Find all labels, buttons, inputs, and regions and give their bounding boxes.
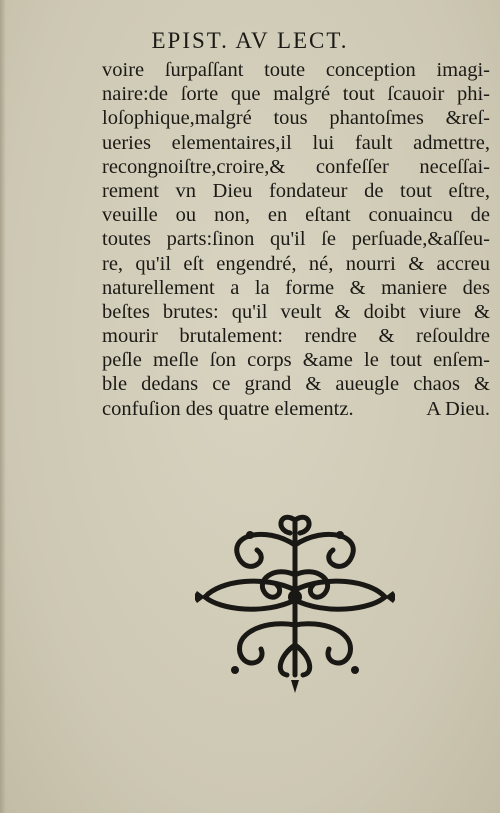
page-edge-shadow: [0, 0, 6, 813]
running-head: EPIST. AV LECT.: [151, 28, 349, 53]
catchword: A Dieu.: [426, 397, 490, 420]
body-text: [102, 58, 490, 421]
text-line: recongnoiſtre,croire,& confeſſer neceſſai-: [102, 155, 490, 178]
text-line: loſophique,malgré tous phantoſmes &reſ-: [102, 107, 490, 130]
text-line: naire:de ſorte que malgré tout ſcauoir phi-: [102, 83, 490, 106]
floral-ornament-icon: [195, 505, 395, 695]
text-line: peſle meſle ſon corps &ame le tout enſem-: [102, 349, 490, 372]
text-line: ueries elementaires,il lui fault admettre,: [102, 131, 490, 154]
text-line: voire ſurpaſſant toute conception imagi-: [102, 59, 490, 81]
text-line: naturellement a la forme & maniere des: [102, 276, 490, 299]
text-line: veuille ou non, en eſtant conuaincu de: [102, 204, 490, 227]
text-line: mourir brutalement: rendre & reſouldre: [102, 325, 490, 348]
text-line: beſtes brutes: qu'il veult & doibt viure &: [102, 300, 490, 323]
closing-phrase: confuſion des quatre elementz.: [102, 397, 354, 420]
text-line: ble dedans ce grand & aueugle chaos &: [102, 373, 490, 396]
text-line-last: [102, 397, 490, 421]
text-line: rement vn Dieu fondateur de tout eſtre,: [102, 179, 490, 202]
text-line: re, qu'il eſt engendré, né, nourri & accreu: [102, 252, 490, 275]
text-line: toutes parts:ſinon qu'il ſe perſuade,&aſſeu-: [102, 228, 490, 251]
